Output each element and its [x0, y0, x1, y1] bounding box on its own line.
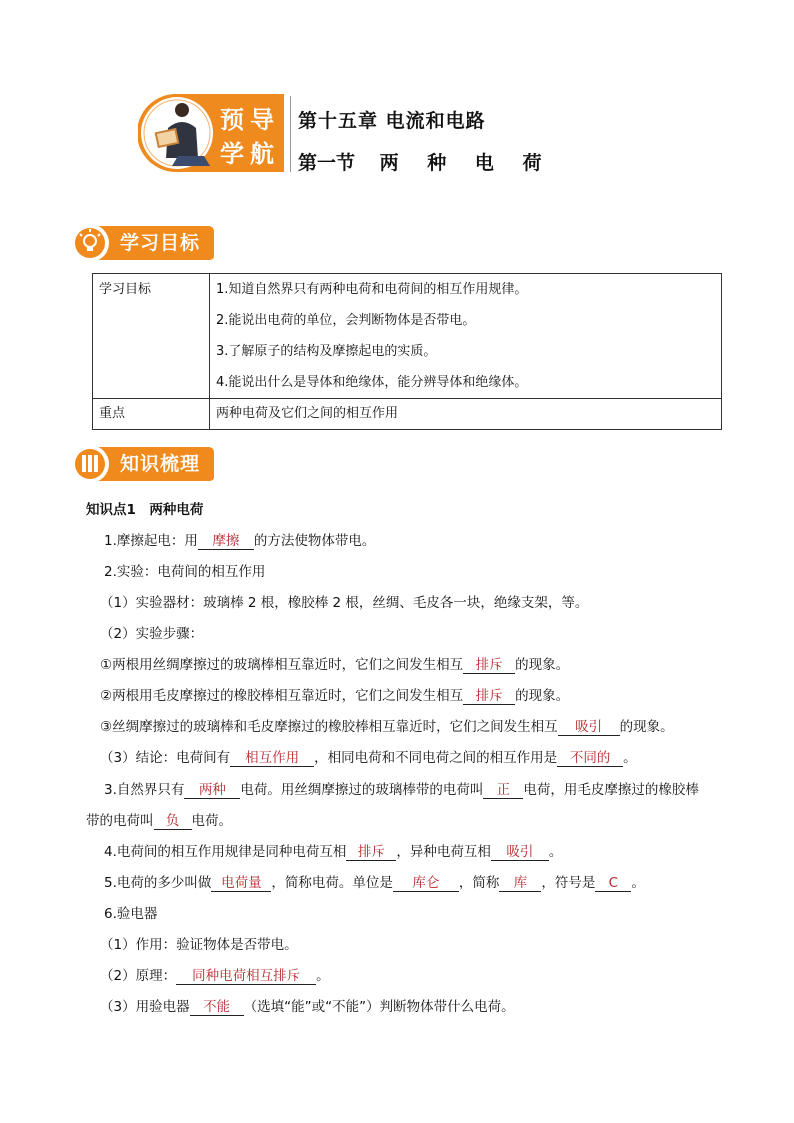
chapter-title: 第十五章 电流和电路: [298, 110, 486, 132]
content-line: ①两根用丝绸摩擦过的玻璃棒相互靠近时，它们之间发生相互 排斥 的现象。: [100, 657, 570, 673]
answer-blank: 库: [499, 875, 541, 892]
content-line: （3）结论：电荷间有 相互作用 ，相同电荷和不同电荷之间的相互作用是 不同的 。: [100, 750, 637, 766]
badge-char: 航: [250, 139, 274, 168]
answer-blank: 库仑: [393, 875, 459, 892]
answer-blank: 不能: [190, 999, 244, 1016]
goals-badge: [68, 222, 216, 262]
goals-list-cell: [210, 274, 722, 399]
answer-blank: 吸引: [491, 844, 549, 861]
badge-characters: [218, 96, 284, 172]
content-line: 5.电荷的多少叫做 电荷量 ，简称电荷。单位是 库仑 ，简称 库 ，符号是 C 。: [104, 875, 645, 891]
answer-blank: 不同的: [557, 750, 623, 767]
answer-blank: 排斥: [346, 844, 396, 861]
table-row: [93, 399, 722, 430]
goals-table: [92, 273, 722, 430]
badge-char: 学: [220, 139, 244, 168]
goal-item: 1.知道自然界只有两种电荷和电荷间的相互作用规律。: [216, 282, 528, 297]
content-line: （3）用验电器 不能 （选填“能”或“不能”）判断物体带什么电荷。: [100, 999, 515, 1015]
content-line: 带的电荷叫 负 电荷。: [86, 813, 232, 829]
badge-char: 预: [220, 105, 244, 134]
content-line: 1.摩擦起电：用 摩擦 的方法使物体带电。: [104, 533, 376, 549]
answer-blank: 排斥: [463, 688, 515, 705]
header-divider: [290, 96, 291, 172]
section-name: 两 种 电 荷: [379, 152, 551, 174]
knowledge-badge-label: 知识梳理: [120, 453, 201, 475]
goal-item: 3.了解原子的结构及摩擦起电的实质。: [216, 344, 437, 359]
answer-blank: 两种: [184, 782, 240, 799]
goal-item: 2.能说出电荷的单位，会判断物体是否带电。: [216, 313, 476, 328]
content-line: （2）原理： 同种电荷相互排斥 。: [100, 968, 330, 984]
answer-blank: 吸引: [558, 719, 620, 736]
header-banner: [138, 94, 284, 172]
answer-blank: C: [595, 875, 631, 892]
knowledge-point-heading: 知识点1 两种电荷: [86, 502, 204, 518]
answer-blank: 正: [483, 782, 523, 799]
answer-blank: 电荷量: [211, 875, 271, 892]
section-prefix: 第一节: [298, 152, 356, 174]
content-line: 2.实验：电荷间的相互作用: [104, 564, 266, 580]
content-line: 4.电荷间的相互作用规律是同种电荷互相 排斥 ，异种电荷互相 吸引 。: [104, 844, 563, 860]
knowledge-badge: [68, 443, 216, 483]
key-point-cell: 两种电荷及它们之间的相互作用: [210, 399, 722, 430]
answer-blank: 排斥: [463, 657, 515, 674]
answer-blank: 摩擦: [198, 533, 254, 550]
answer-blank: 相互作用: [230, 750, 314, 767]
section-title: [298, 148, 551, 175]
table-row: [93, 274, 722, 399]
content-line: ③丝绸摩擦过的玻璃棒和毛皮摩擦过的橡胶棒相互靠近时，它们之间发生相互 吸引 的现象。: [100, 719, 674, 735]
goals-label-cell: 学习目标: [93, 274, 210, 399]
content-line: （1）实验器材：玻璃棒 2 根，橡胶棒 2 根，丝绸、毛皮各一块，绝缘支架，等。: [100, 595, 589, 611]
goals-badge-label: 学习目标: [120, 232, 201, 254]
key-label-cell: 重点: [93, 399, 210, 430]
answer-blank: 负: [154, 813, 192, 830]
content-line: ②两根用毛皮摩擦过的橡胶棒相互靠近时，它们之间发生相互 排斥 的现象。: [100, 688, 570, 704]
content-line: （1）作用：验证物体是否带电。: [100, 937, 298, 953]
badge-char: 导: [250, 105, 274, 134]
answer-blank: 同种电荷相互排斥: [176, 968, 316, 985]
content-line: （2）实验步骤：: [100, 626, 204, 642]
content-line: 3.自然界只有 两种 电荷。用丝绸摩擦过的玻璃棒带的电荷叫 正 电荷，用毛皮摩擦过的橡胶棒: [104, 782, 699, 798]
content-line: 6.验电器: [104, 906, 158, 922]
goal-item: 4.能说出什么是导体和绝缘体，能分辨导体和绝缘体。: [216, 375, 528, 390]
